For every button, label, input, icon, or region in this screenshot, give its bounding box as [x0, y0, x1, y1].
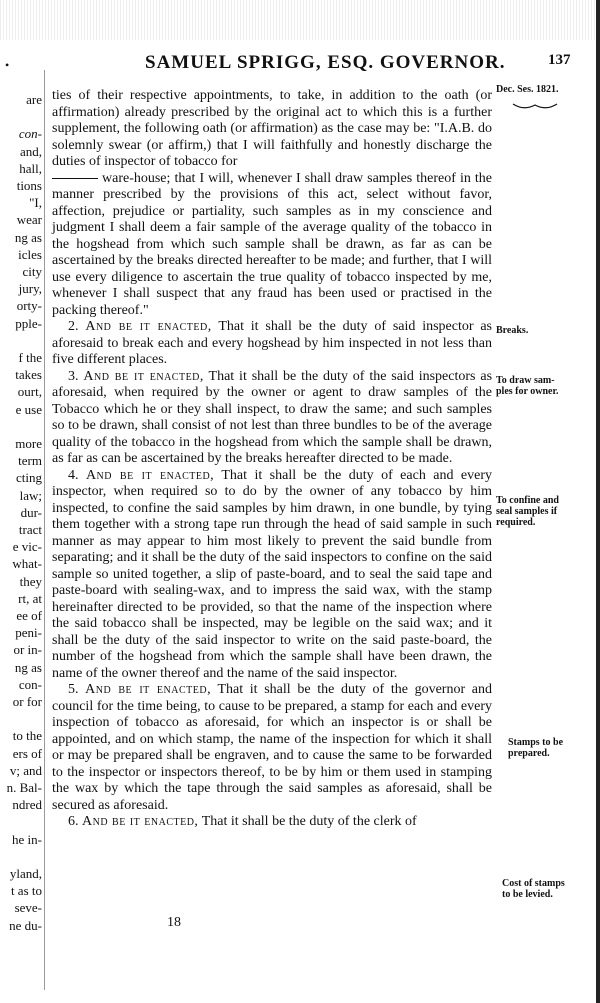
- left-margin-line: city: [22, 264, 42, 279]
- left-margin-line: they: [19, 573, 42, 589]
- body-text: [52, 88, 492, 831]
- left-margin-line: rt, at: [18, 590, 42, 606]
- left-margin-line: cting: [16, 470, 42, 486]
- left-margin-line: or in-: [13, 642, 42, 658]
- section-5: 5. And be it enacted, That it shall be the duty of the governor and council for the time being, to cause to be prepared, a stamp for each and every inspection of tobacco as aforesaid, for which an inspector is or shall be appointed, and on which stamp, the name of the inspection for which it shall or may be prepared shall be engraven, and to cause the same to be forwarded to the inspector or inspectors thereof, to be by him or them used in stamping the wax by which the tape through the said samples as aforesaid, shall be secured as aforesaid.: [52, 682, 493, 813]
- section-6: 6. And be it enacted, That it shall be the duty of the clerk of: [68, 814, 417, 829]
- left-margin-line: ne du-: [9, 917, 42, 933]
- margin-confine: To confine and seal samples if required.: [496, 495, 559, 528]
- left-margin-line: e use: [15, 401, 42, 417]
- page-edge: [596, 0, 600, 1003]
- left-margin-line: law;: [19, 487, 42, 503]
- left-margin-line: ndred: [12, 797, 42, 813]
- left-margin-line: v; and: [9, 762, 42, 778]
- left-margin-line: dur-: [20, 504, 42, 520]
- gutter-divider: [44, 70, 45, 990]
- left-margin-line: tract: [18, 522, 42, 537]
- left-margin-line: to the: [12, 728, 42, 744]
- left-margin-line: ers of: [12, 745, 42, 761]
- left-margin-line: e vic-: [12, 539, 42, 555]
- left-margin-line: ng as: [14, 229, 42, 245]
- left-margin-line: or for: [12, 694, 42, 709]
- left-margin-line: takes: [15, 367, 42, 383]
- section-2: 2. And be it enacted, That it shall be the duty of said inspector as aforesaid to break each and every hogshead by him inspected in not less than five different places.: [52, 319, 493, 367]
- left-margin-line: and,: [19, 143, 42, 159]
- running-header: SAMUEL SPRIGG, ESQ. GOVERNOR.: [145, 52, 506, 73]
- margin-date: Dec. Ses. 1821.: [496, 84, 559, 95]
- left-margin-line: hall,: [19, 160, 42, 176]
- left-margin-line: what-: [12, 556, 42, 572]
- blank-line: [52, 178, 98, 179]
- scan-noise: [0, 0, 600, 40]
- margin-draw-samples: To draw sam- ples for owner.: [496, 375, 559, 397]
- bullet-mark: •: [5, 58, 10, 72]
- left-margin-line: orty-: [16, 298, 42, 314]
- left-margin-line: more: [15, 436, 42, 451]
- margin-breaks: Breaks.: [496, 325, 529, 336]
- left-margin-line: jury,: [18, 281, 42, 297]
- left-margin-line: wear: [16, 212, 42, 228]
- signature-mark: 18: [167, 915, 181, 930]
- section-4: 4. And be it enacted, That it shall be the duty of each and every inspector, when required so to do by the owner of any tobacco by him inspected, to confine the said samples by him drawn, in one bundle, by tying them together with a strong tape run through the head of said sample in such manner as may appear to him most likely to prevent the said bundle from separating; and it shall be the duty of the said inspectors to confine on the said sample so united together, a slip of paste-board, and to seal the said tape and paste-board with sealing-wax, and to impress the said wax, with the stamp hereinafter directed to be provided, so that the name of the inspection where the said tobacco shall be inspected, may be legible on the said wax; and it shall be the duty of the said inspector to write on the said paste-board, the number of the hogshead from which the sample shall have been drawn, the name of the owner thereof and the name of the said inspector.: [52, 467, 492, 681]
- left-margin-line: "I,: [29, 195, 42, 211]
- left-margin-line: pple-: [15, 315, 42, 331]
- left-margin-line: are: [26, 92, 42, 107]
- left-margin-line: seve-: [14, 900, 42, 916]
- margin-stamps: Stamps to be prepared.: [508, 737, 564, 759]
- section-3: 3. And be it enacted, That it shall be the duty of the said inspectors as aforesaid, when required by the owner or agent to draw samples of the Tobacco which he or they shall inspect, to draw the same; and such samples so to be drawn, shall consist of not lest than three bundles to be of the average quality of the tobacco in the hogshead from which the sample shall be drawn, as far as can be ascertained by the breaks hereafter directed to be made.: [52, 368, 493, 466]
- left-margin-line: term: [18, 453, 42, 469]
- brace-mark: [512, 102, 558, 112]
- oath-paragraph: ties of their respective appointments, to take, in addition to the oath (or affirmation) already prescribed by the original act to which this is a further supplement, the following oath (or affirmation) as the case may be: "I.A.B. do solemnly swear (or affirm,) that I will faithfully and honestly discharge the duties of inspector of tobacco for: [52, 88, 492, 169]
- left-margin-line: peni-: [15, 625, 42, 641]
- left-margin-line: n. Bal-: [6, 780, 42, 795]
- margin-cost: Cost of stamps to be levied.: [502, 878, 565, 900]
- left-margin-line: t as to: [10, 883, 42, 899]
- left-margin-line: ourt,: [17, 384, 42, 400]
- left-margin-line: yland,: [9, 866, 42, 881]
- left-margin-line: tions: [16, 178, 42, 193]
- left-margin-line: he in-: [12, 831, 42, 847]
- oath-paragraph-cont: ware-house; that I will, whenever I shall draw samples thereof in the manner prescribed by the provisions of this act, select without favor, affection, prejudice or partiality, such samples as in my conscience and judgment I shall deem a fair sample of the average quality of the tobacco in the hogshead from which such sample shall be drawn, as far as can be ascertained by the breaks directed hereafter to be made; and further, that I will use every diligence to ascertain the true quality of tobacco inspected by me, whenever I shall suspect that any fraud has been used or practised in the packing thereof.": [52, 170, 492, 318]
- left-margin-line: ng as: [14, 659, 42, 675]
- page-number: 137: [548, 52, 571, 68]
- left-margin-line: ee of: [16, 608, 42, 623]
- left-margin-line: f the: [18, 350, 42, 365]
- left-margin-line: con-: [18, 676, 42, 692]
- left-margin-line: con-: [18, 126, 42, 142]
- left-margin-line: icles: [18, 246, 42, 262]
